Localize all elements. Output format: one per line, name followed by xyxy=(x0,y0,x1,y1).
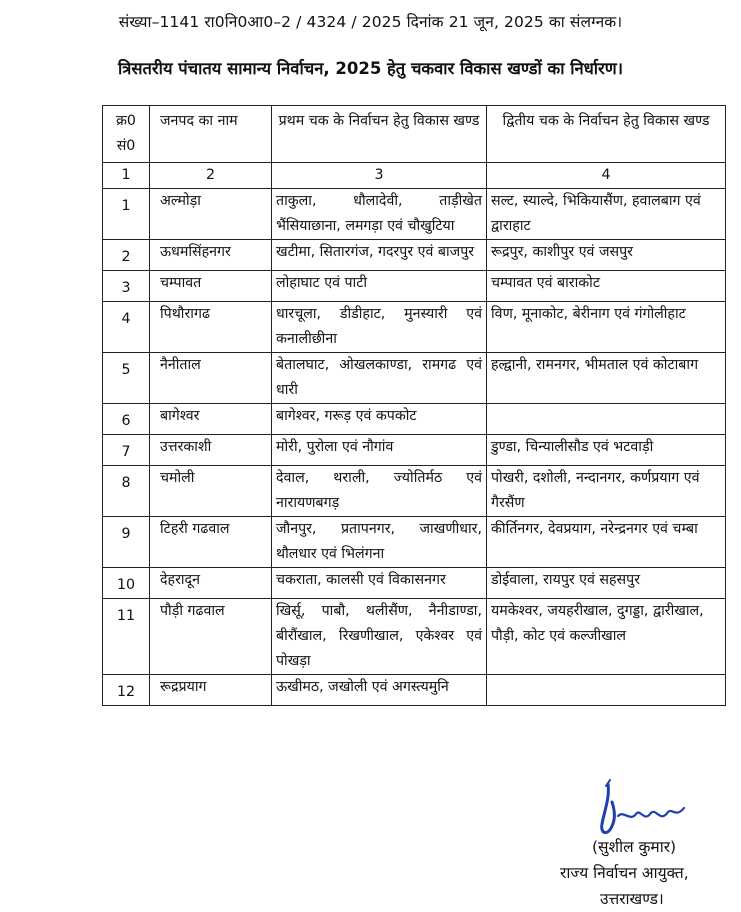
row-phase1: लोहाघाट एवं पाटी xyxy=(272,271,487,302)
table-row xyxy=(103,599,726,675)
header-sn: क्र0 सं0 xyxy=(103,106,150,163)
table-row xyxy=(103,353,726,404)
row-phase1: मोरी, पुरोला एवं नौगांव xyxy=(272,435,487,466)
row-phase2: कीर्तिनगर, देवप्रयाग, नरेन्द्रनगर एवं चम्बा xyxy=(487,517,726,568)
row-sn: 6 xyxy=(103,404,150,435)
row-sn: 5 xyxy=(103,353,150,404)
row-phase2: विण, मूनाकोट, बेरीनाग एवं गंगोलीहाट xyxy=(487,302,726,353)
row-phase2: हल्द्वानी, रामनगर, भीमताल एवं कोटाबाग xyxy=(487,353,726,404)
signature-block xyxy=(560,834,741,912)
row-phase2 xyxy=(487,675,726,706)
row-sn: 9 xyxy=(103,517,150,568)
row-phase1: खटीमा, सितारगंज, गदरपुर एवं बाजपुर xyxy=(272,240,487,271)
row-phase1: ताकुला, धौलादेवी, ताड़ीखेत भैंसियाछाना, लमगड़ा एवं चौखुटिया xyxy=(272,189,487,240)
row-phase2: यमकेश्वर, जयहरीखाल, दुगड्डा, द्वारीखाल, पौड़ी, कोट एवं कल्जीखाल xyxy=(487,599,726,675)
row-phase1: ऊखीमठ, जखोली एवं अगस्त्यमुनि xyxy=(272,675,487,706)
column-number: 3 xyxy=(272,163,487,189)
row-district: रूद्रप्रयाग xyxy=(150,675,272,706)
column-number: 4 xyxy=(487,163,726,189)
row-phase1: चकराता, कालसी एवं विकासनगर xyxy=(272,568,487,599)
row-sn: 3 xyxy=(103,271,150,302)
row-district: अल्मोड़ा xyxy=(150,189,272,240)
row-phase1: बागेश्वर, गरूड़ एवं कपकोट xyxy=(272,404,487,435)
table-row xyxy=(103,189,726,240)
reference-line: संख्या–1141 रा0नि0आ0–2 / 4324 / 2025 दिनांक 21 जून, 2025 का संलग्नक। xyxy=(118,13,623,31)
row-sn: 8 xyxy=(103,466,150,517)
header-phase2: द्वितीय चक के निर्वाचन हेतु विकास खण्ड xyxy=(487,106,726,163)
row-district: चमोली xyxy=(150,466,272,517)
row-phase1: खिर्सू, पाबौ, थलीसैंण, नैनीडाण्डा, बीरौंखाल, रिखणीखाल, एकेश्वर एवं पोखड़ा xyxy=(272,599,487,675)
row-phase2 xyxy=(487,404,726,435)
table-row xyxy=(103,240,726,271)
document-title: त्रिसतरीय पंचातय सामान्य निर्वाचन, 2025 हेतु चकवार विकास खण्डों का निर्धारण। xyxy=(117,59,623,78)
row-sn: 1 xyxy=(103,189,150,240)
row-phase1: बेतालघाट, ओखलकाण्डा, रामगढ एवं धारी xyxy=(272,353,487,404)
header-district: जनपद का नाम xyxy=(150,106,272,163)
allocation-table xyxy=(102,105,726,706)
signatory-state: उत्तराखण्ड। xyxy=(600,890,664,908)
table-row xyxy=(103,435,726,466)
column-number-row xyxy=(103,163,726,189)
header-phase1: प्रथम चक के निर्वाचन हेतु विकास खण्ड xyxy=(272,106,487,163)
row-phase1: देवाल, थराली, ज्योतिर्मठ एवं नारायणबगड़ xyxy=(272,466,487,517)
row-sn: 10 xyxy=(103,568,150,599)
table-row xyxy=(103,271,726,302)
table-row xyxy=(103,302,726,353)
row-phase2: रूद्रपुर, काशीपुर एवं जसपुर xyxy=(487,240,726,271)
signatory-designation: राज्य निर्वाचन आयुक्त, xyxy=(560,864,689,882)
row-district: चम्पावत xyxy=(150,271,272,302)
row-phase2: डुण्डा, चिन्यालीसौड एवं भटवाड़ी xyxy=(487,435,726,466)
row-sn: 4 xyxy=(103,302,150,353)
row-sn: 12 xyxy=(103,675,150,706)
column-number: 2 xyxy=(150,163,272,189)
row-phase2: चम्पावत एवं बाराकोट xyxy=(487,271,726,302)
row-district: देहरादून xyxy=(150,568,272,599)
row-district: पौड़ी गढवाल xyxy=(150,599,272,675)
table-row xyxy=(103,517,726,568)
table-row xyxy=(103,404,726,435)
table-row xyxy=(103,466,726,517)
row-sn: 11 xyxy=(103,599,150,675)
row-phase1: धारचूला, डीडीहाट, मुनस्यारी एवं कनालीछीना xyxy=(272,302,487,353)
row-phase2: डोईवाला, रायपुर एवं सहसपुर xyxy=(487,568,726,599)
row-district: टिहरी गढवाल xyxy=(150,517,272,568)
row-district: उत्तरकाशी xyxy=(150,435,272,466)
row-phase2: पोखरी, दशोली, नन्दानगर, कर्णप्रयाग एवं गैरसैंण xyxy=(487,466,726,517)
column-number: 1 xyxy=(103,163,150,189)
row-district: बागेश्वर xyxy=(150,404,272,435)
row-sn: 7 xyxy=(103,435,150,466)
row-district: नैनीताल xyxy=(150,353,272,404)
signatory-name: (सुशील कुमार) xyxy=(592,838,677,856)
row-phase2: सल्ट, स्याल्दे, भिकियासैंण, हवालबाग एवं द्वाराहाट xyxy=(487,189,726,240)
row-district: ऊधमसिंहनगर xyxy=(150,240,272,271)
row-district: पिथौरागढ xyxy=(150,302,272,353)
table-header-row xyxy=(103,106,726,163)
row-sn: 2 xyxy=(103,240,150,271)
row-phase1: जौनपुर, प्रतापनगर, जाखणीधार, थौलधार एवं भिलंगना xyxy=(272,517,487,568)
table-row xyxy=(103,675,726,706)
table-row xyxy=(103,568,726,599)
